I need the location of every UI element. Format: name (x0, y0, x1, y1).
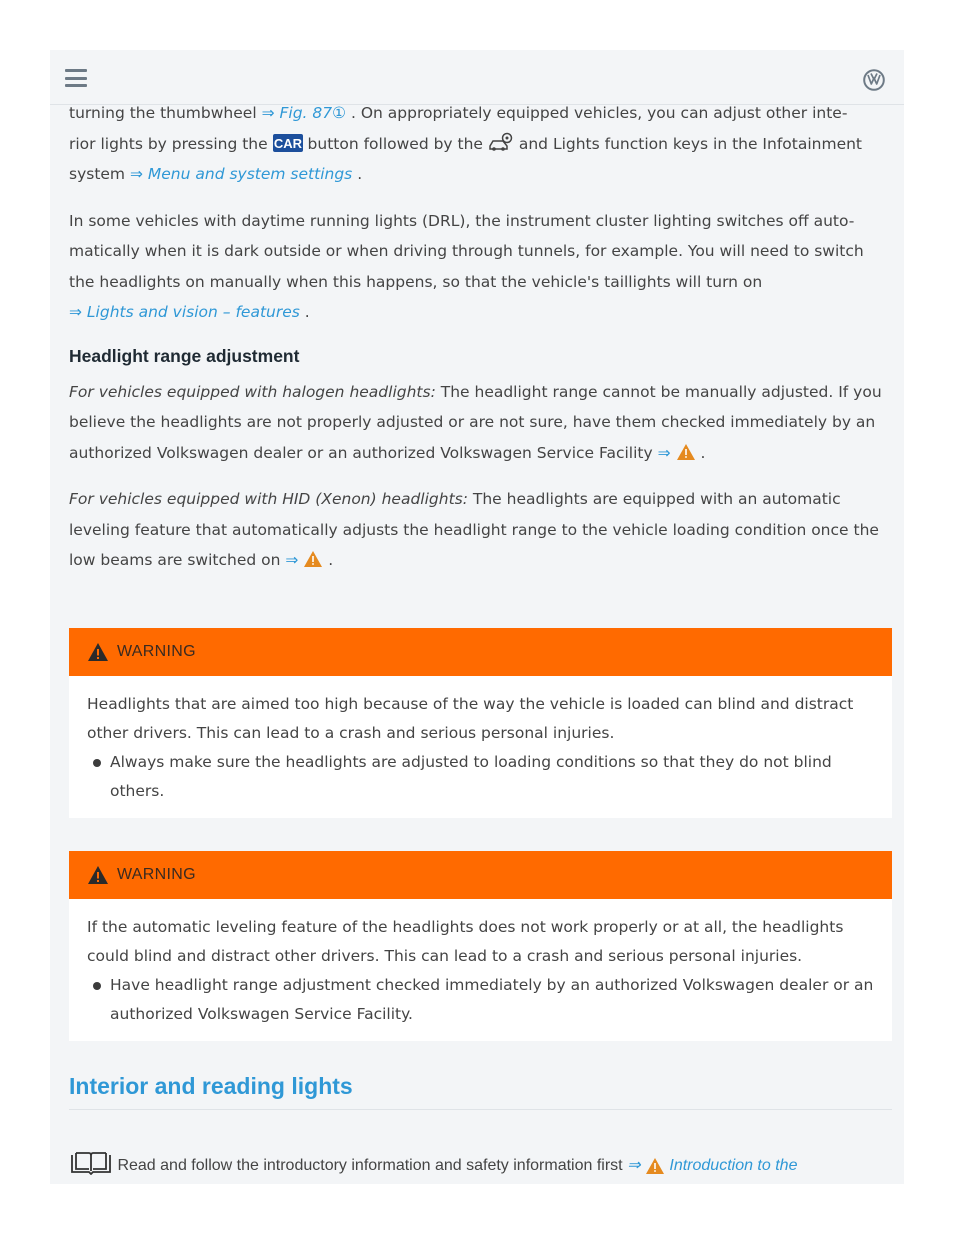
warning-text: Headlights that are aimed too high because of the way the vehicle is loaded can blind and distract other drivers. This can lead to a crash and serious personal injuries. (87, 695, 854, 742)
open-book-icon (69, 1151, 113, 1175)
warning-bullet: Always make sure the headlights are adjusted to loading conditions so that they do not blind others. (87, 748, 874, 806)
menu-settings-link[interactable]: ⇒ Menu and system settings (129, 165, 353, 183)
warning-triangle-icon[interactable] (303, 550, 323, 568)
paragraph-xenon: For vehicles equipped with HID (Xenon) headlights: The headlights are equipped with an automatic leveling feature that automatically adjusts the headlight range to the vehicle loading condition once the low beams are switched on ⇒ . (69, 490, 879, 569)
top-bar (50, 50, 904, 105)
warning-header: WARNING (69, 628, 892, 676)
warning-triangle-icon[interactable] (676, 443, 696, 461)
section-title: Interior and reading lights (69, 1073, 353, 1099)
introduction-link[interactable]: Introduction to the (669, 1157, 798, 1174)
car-settings-icon (488, 132, 514, 152)
warning-text: If the automatic leveling feature of the headlights does not work properly or at all, the headlights could blind and distract other drivers. This can lead to a crash and serious personal injuries. (87, 918, 844, 965)
warning-triangle-icon (87, 865, 109, 885)
warning-ref-link[interactable]: ⇒ (285, 551, 299, 569)
fig-87-link[interactable]: ⇒ Fig. 87① (261, 104, 347, 122)
headlight-range-heading: Headlight range adjustment (69, 345, 300, 366)
car-button-icon (273, 134, 303, 152)
vw-logo-icon[interactable] (863, 69, 885, 91)
main-content (69, 98, 889, 576)
warning-box-leveling (69, 851, 892, 1041)
hamburger-menu-icon[interactable] (65, 69, 87, 87)
warning-header: WARNING (69, 851, 892, 899)
paragraph-halogen: For vehicles equipped with halogen headlights: The headlight range cannot be manually adjusted. If you believe the headlights are not properly adjusted or are not sure, have them checked immediately by an authorized Volkswagen dealer or an authorized Volkswagen Service Facility ⇒ . (69, 382, 882, 462)
lights-vision-link[interactable]: ⇒ Lights and vision – features (69, 303, 300, 321)
intro-arrow-link[interactable]: ⇒ (627, 1157, 641, 1174)
warning-ref-link[interactable]: ⇒ (657, 443, 671, 462)
paragraph-interior-lights: turning the thumbwheel ⇒ Fig. 87① . On appropriately equipped vehicles, you can adjust other inte- rior lights by pressing the CAR button followed by the and Lights function keys in the Infotainment system ⇒ Menu and system settings . (69, 104, 863, 183)
svg-text:CAR: CAR (273, 135, 302, 151)
warning-triangle-icon (645, 1157, 665, 1175)
intro-line: Read and follow the introductory information and safety information first ⇒ Introduction to the (69, 1151, 797, 1175)
warning-box-loading (69, 628, 892, 818)
paragraph-drl: In some vehicles with daytime running lights (DRL), the instrument cluster lighting switches off auto- matically when it is dark outside or when driving through tunnels, for example. You will need to switch the headlights on manually when this happens, so that the vehicle's taillights will turn on ⇒ Lights and vision – features . (69, 211, 864, 321)
warning-bullet: Have headlight range adjustment checked immediately by an authorized Volkswagen dealer or an authorized Volkswagen Service Facility. (87, 971, 874, 1029)
warning-triangle-icon (87, 642, 109, 662)
section-divider (69, 1109, 892, 1110)
